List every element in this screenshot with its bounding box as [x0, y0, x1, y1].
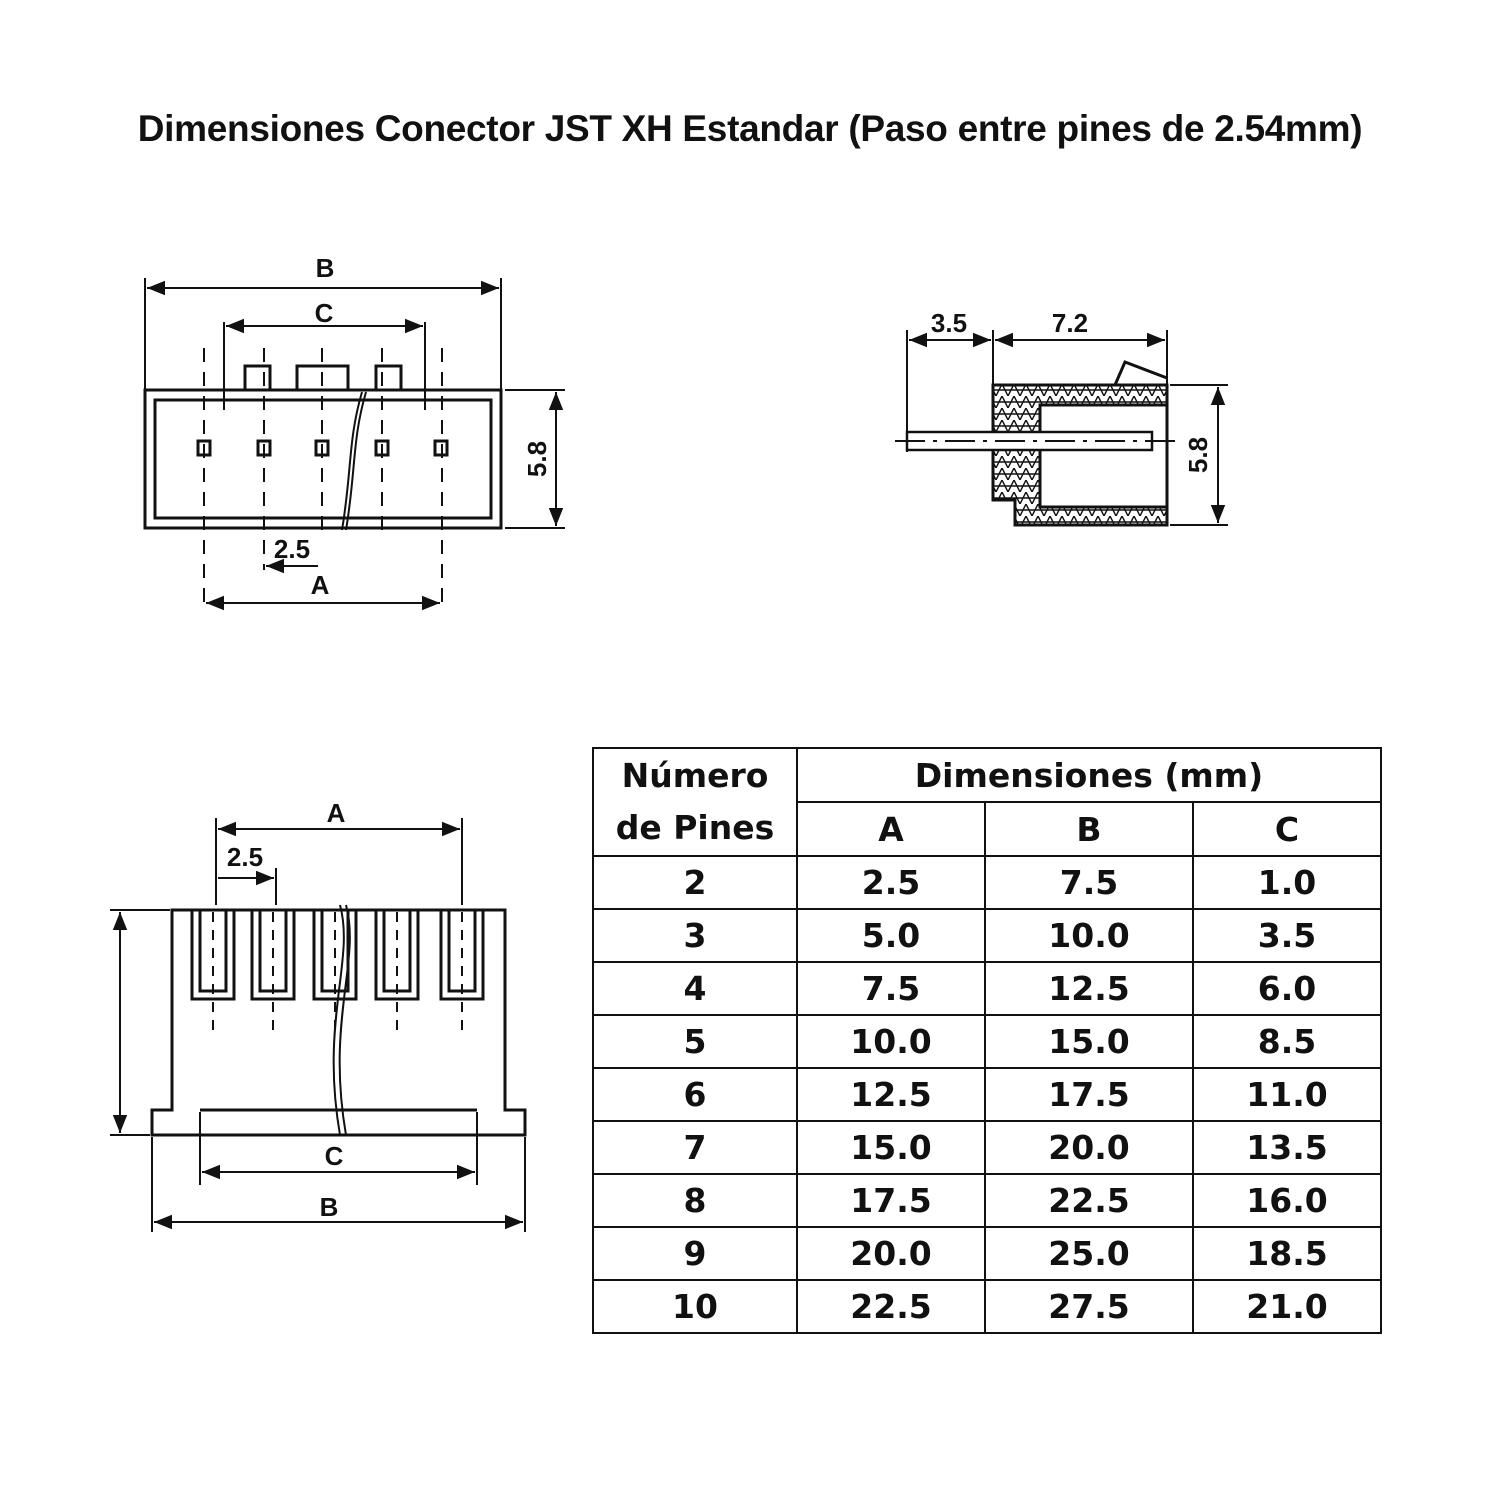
top-label-b: B	[315, 253, 335, 283]
page-title: Dimensiones Conector JST XH Estandar (Paso entre pines de 2.54mm)	[137, 108, 1363, 149]
top-pitch-label: 2.5	[273, 534, 311, 564]
front-label-a: A	[326, 798, 346, 828]
table-row: 8 17.5 22.5 16.0	[593, 1174, 1381, 1227]
front-label-c: C	[324, 1141, 344, 1171]
header-col-c: C	[1193, 802, 1381, 856]
front-label-b: B	[319, 1192, 339, 1222]
table-row: 7 15.0 20.0 13.5	[593, 1121, 1381, 1174]
table-row: 3 5.0 10.0 3.5	[593, 909, 1381, 962]
top-height-label: 5.8	[522, 440, 552, 478]
side-view	[895, 308, 1228, 525]
side-height-label: 5.8	[1183, 436, 1213, 474]
table-row: 2 2.5 7.5 1.0	[593, 856, 1381, 909]
header-pins-line2: de Pines	[615, 808, 775, 847]
header-pins-line1: Número	[621, 756, 769, 795]
top-label-c: C	[314, 298, 334, 328]
top-view	[145, 253, 565, 610]
header-dimensions: Dimensiones (mm)	[797, 748, 1381, 802]
table-row: 5 10.0 15.0 8.5	[593, 1015, 1381, 1068]
table-row: 6 12.5 17.5 11.0	[593, 1068, 1381, 1121]
dimensions-table	[592, 747, 1382, 1334]
header-col-a: A	[797, 802, 985, 856]
side-depth-body-label: 7.2	[1051, 308, 1089, 338]
front-pitch-label: 2.5	[226, 842, 264, 872]
header-col-b: B	[985, 802, 1193, 856]
side-depth-left-label: 3.5	[930, 308, 968, 338]
table-row: 10 22.5 27.5 21.0	[593, 1280, 1381, 1333]
front-view	[110, 798, 525, 1232]
table-row: 4 7.5 12.5 6.0	[593, 962, 1381, 1015]
top-label-a: A	[310, 570, 330, 600]
header-pins	[593, 748, 797, 856]
table-row: 9 20.0 25.0 18.5	[593, 1227, 1381, 1280]
